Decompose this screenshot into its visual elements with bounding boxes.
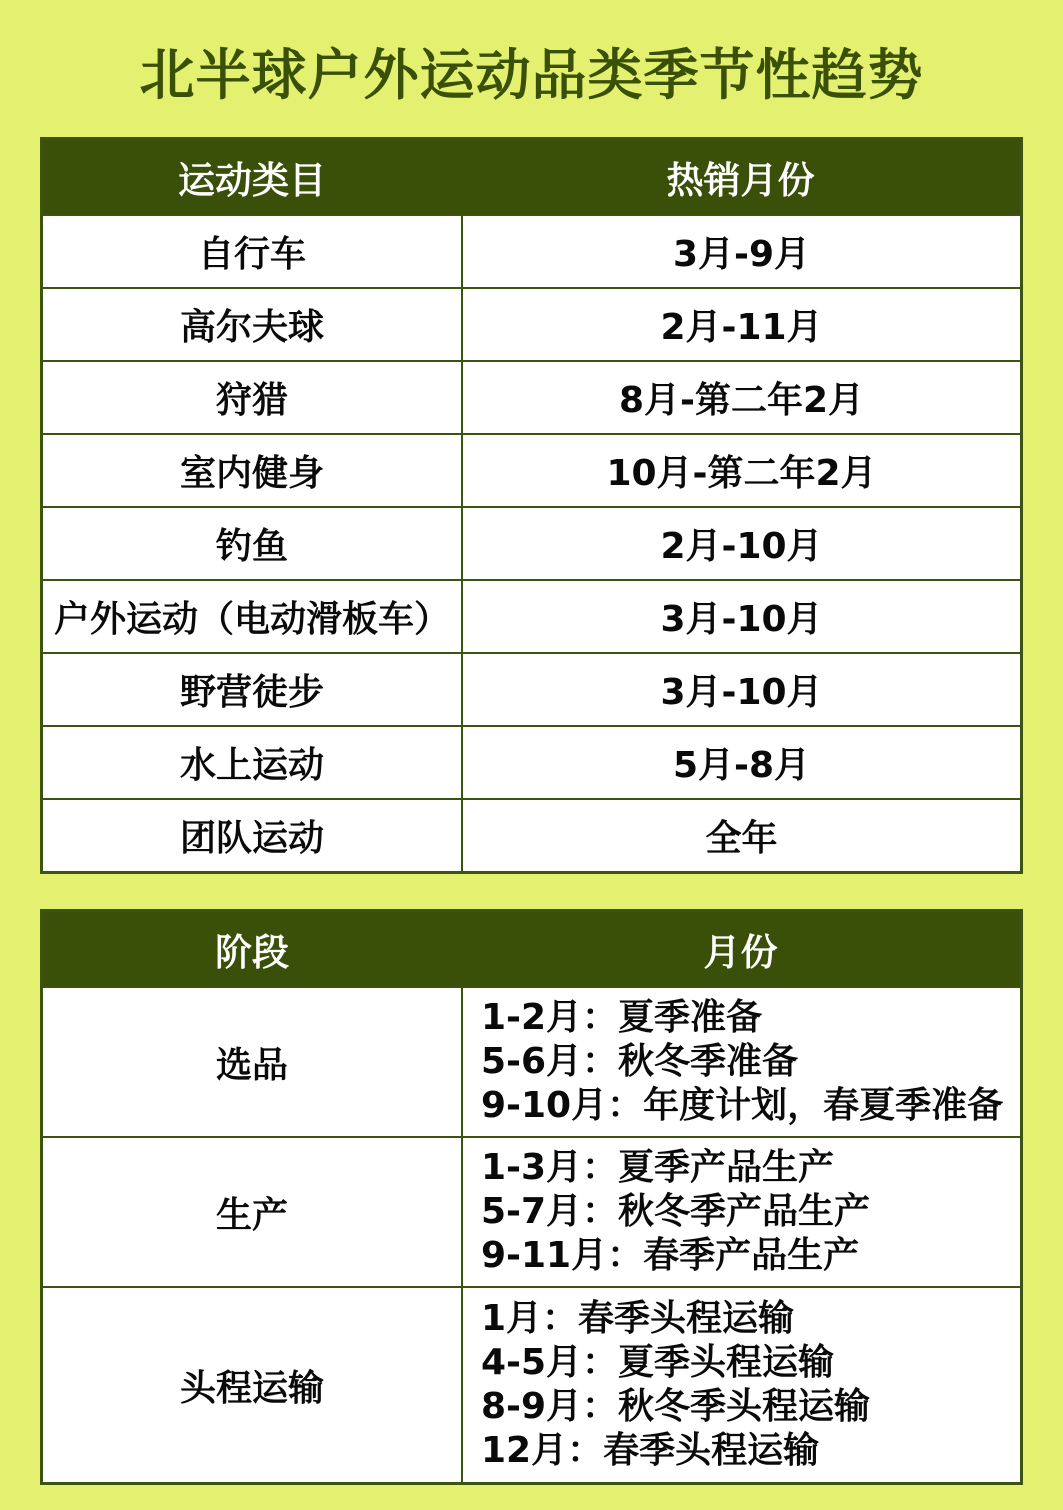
table-row xyxy=(43,579,1020,652)
category-cell: 高尔夫球 xyxy=(43,289,461,360)
category-cell: 自行车 xyxy=(43,216,461,287)
category-cell: 水上运动 xyxy=(43,727,461,798)
months-line: 12月：春季头程运输 xyxy=(481,1430,820,1472)
category-cell: 狩猎 xyxy=(43,362,461,433)
months-line: 5-7月：秋冬季产品生产 xyxy=(481,1191,871,1233)
table-row xyxy=(43,433,1020,506)
category-cell: 野营徒步 xyxy=(43,654,461,725)
header-cell-category: 运动类目 xyxy=(43,140,461,214)
months-line: 1-3月：夏季产品生产 xyxy=(481,1147,835,1189)
months-cell: 3月-9月 xyxy=(461,216,1020,287)
table-row xyxy=(43,506,1020,579)
months-line: 5-6月：秋冬季准备 xyxy=(481,1041,799,1083)
months-cell: 5月-8月 xyxy=(461,727,1020,798)
months-cell: 8月-第二年2月 xyxy=(461,362,1020,433)
category-cell: 钓鱼 xyxy=(43,508,461,579)
months-line: 1月：春季头程运输 xyxy=(481,1298,795,1340)
table-row xyxy=(43,360,1020,433)
months-line: 9-11月：春季产品生产 xyxy=(481,1235,860,1277)
category-cell: 户外运动（电动滑板车） xyxy=(43,581,461,652)
category-cell: 团队运动 xyxy=(43,800,461,871)
table-row xyxy=(43,798,1020,871)
phase-months-cell xyxy=(461,988,1020,1136)
phase-table xyxy=(40,909,1023,1485)
phase-cell: 生产 xyxy=(43,1138,461,1286)
phase-cell: 选品 xyxy=(43,988,461,1136)
months-line: 8-9月：秋冬季头程运输 xyxy=(481,1386,871,1428)
months-line: 9-10月：年度计划，春夏季准备 xyxy=(481,1085,1004,1127)
months-cell: 3月-10月 xyxy=(461,654,1020,725)
phase-cell: 头程运输 xyxy=(43,1288,461,1482)
months-cell: 全年 xyxy=(461,800,1020,871)
months-cell: 2月-11月 xyxy=(461,289,1020,360)
category-table xyxy=(40,137,1023,874)
header-cell-hot-months: 热销月份 xyxy=(461,140,1020,214)
months-cell: 2月-10月 xyxy=(461,508,1020,579)
category-cell: 室内健身 xyxy=(43,435,461,506)
category-table-header xyxy=(43,140,1020,214)
header-cell-phase: 阶段 xyxy=(43,912,461,986)
table-row xyxy=(43,986,1020,1136)
months-cell: 3月-10月 xyxy=(461,581,1020,652)
table-row xyxy=(43,1136,1020,1286)
page-title: 北半球户外运动品类季节性趋势 xyxy=(139,43,924,107)
table-row xyxy=(43,725,1020,798)
phase-months-cell xyxy=(461,1138,1020,1286)
table-row xyxy=(43,652,1020,725)
table-row xyxy=(43,1286,1020,1482)
phase-months-cell xyxy=(461,1288,1020,1482)
table-row xyxy=(43,214,1020,287)
header-cell-months: 月份 xyxy=(461,912,1020,986)
months-line: 4-5月：夏季头程运输 xyxy=(481,1342,835,1384)
table-row xyxy=(43,287,1020,360)
months-line: 1-2月：夏季准备 xyxy=(481,997,763,1039)
months-cell: 10月-第二年2月 xyxy=(461,435,1020,506)
phase-table-header xyxy=(43,912,1020,986)
